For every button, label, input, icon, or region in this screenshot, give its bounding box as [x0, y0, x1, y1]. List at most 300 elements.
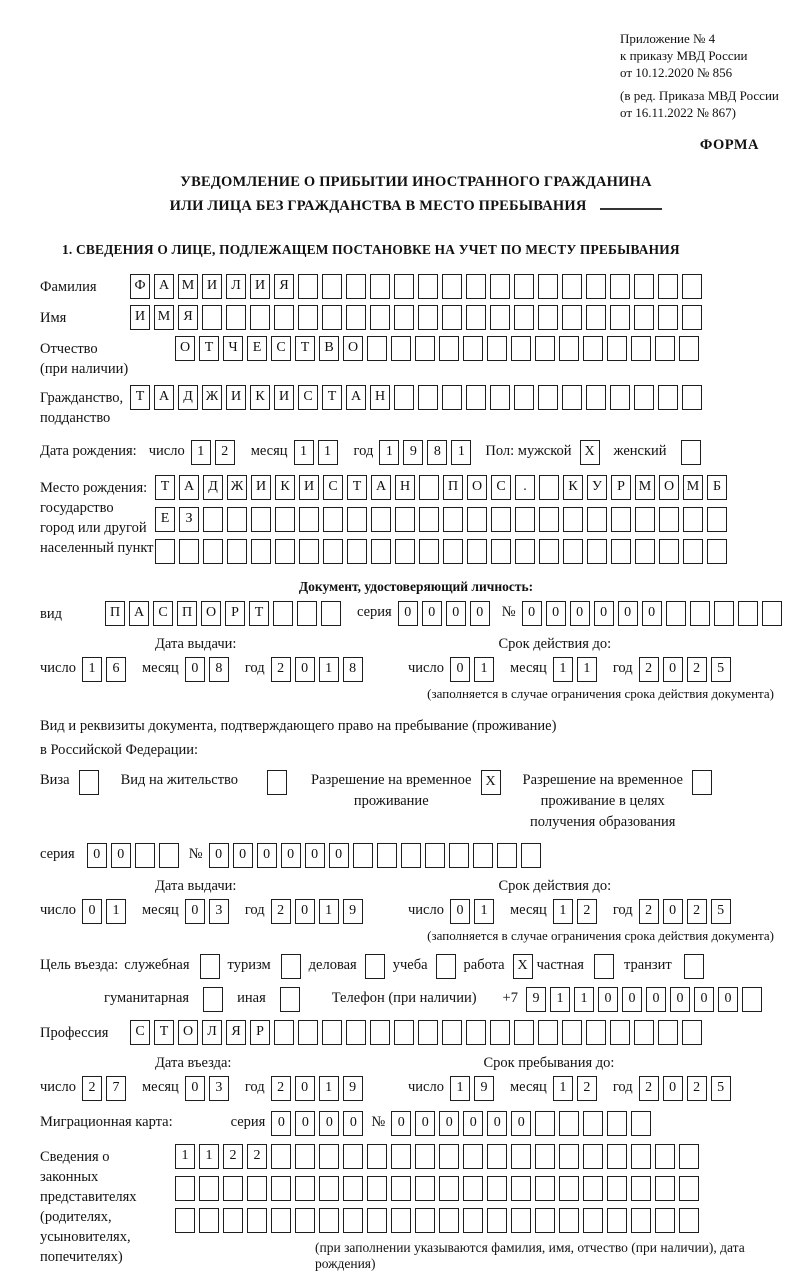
char-box[interactable] — [559, 1176, 579, 1201]
char-box[interactable]: 5 — [711, 899, 731, 924]
char-box[interactable] — [443, 539, 463, 564]
char-box[interactable]: 0 — [439, 1111, 459, 1136]
char-box[interactable]: 9 — [474, 1076, 494, 1101]
char-box[interactable]: 2 — [271, 899, 291, 924]
char-box[interactable]: Д — [203, 475, 223, 500]
char-box[interactable] — [586, 305, 606, 330]
char-box[interactable]: 2 — [271, 1076, 291, 1101]
char-box[interactable] — [323, 507, 343, 532]
char-box[interactable] — [607, 1144, 627, 1169]
char-box[interactable] — [487, 1144, 507, 1169]
char-box[interactable] — [658, 1020, 678, 1045]
char-box[interactable] — [514, 274, 534, 299]
char-box[interactable]: С — [491, 475, 511, 500]
char-box[interactable] — [439, 1144, 459, 1169]
char-box[interactable]: А — [129, 601, 149, 626]
char-box[interactable] — [179, 539, 199, 564]
char-box[interactable] — [655, 336, 675, 361]
char-box[interactable] — [343, 1176, 363, 1201]
char-box[interactable] — [594, 954, 614, 979]
char-box[interactable] — [391, 1144, 411, 1169]
char-box[interactable] — [659, 539, 679, 564]
char-box[interactable] — [274, 1020, 294, 1045]
char-box[interactable] — [203, 539, 223, 564]
char-box[interactable]: 2 — [247, 1144, 267, 1169]
char-box[interactable]: 0 — [646, 987, 666, 1012]
char-box[interactable]: 1 — [474, 899, 494, 924]
char-box[interactable] — [463, 336, 483, 361]
char-box[interactable]: 0 — [295, 899, 315, 924]
char-box[interactable]: 0 — [570, 601, 590, 626]
char-box[interactable] — [346, 305, 366, 330]
char-box[interactable]: П — [443, 475, 463, 500]
char-box[interactable] — [436, 954, 456, 979]
char-box[interactable] — [175, 1176, 195, 1201]
char-box[interactable]: И — [202, 274, 222, 299]
char-box[interactable] — [247, 1208, 267, 1233]
char-box[interactable] — [714, 601, 734, 626]
char-box[interactable] — [323, 539, 343, 564]
char-box[interactable]: М — [178, 274, 198, 299]
char-box[interactable]: 0 — [415, 1111, 435, 1136]
char-box[interactable] — [377, 843, 397, 868]
char-box[interactable] — [298, 305, 318, 330]
char-box[interactable] — [511, 1176, 531, 1201]
char-box[interactable] — [635, 507, 655, 532]
char-box[interactable] — [155, 539, 175, 564]
char-box[interactable] — [298, 1020, 318, 1045]
char-box[interactable] — [415, 1176, 435, 1201]
char-box[interactable]: X — [580, 440, 600, 465]
char-box[interactable]: Т — [154, 1020, 174, 1045]
char-box[interactable]: 1 — [450, 1076, 470, 1101]
char-box[interactable]: 0 — [82, 899, 102, 924]
char-box[interactable] — [679, 1208, 699, 1233]
char-box[interactable]: 9 — [343, 1076, 363, 1101]
char-box[interactable] — [439, 1176, 459, 1201]
char-box[interactable]: 1 — [191, 440, 211, 465]
char-box[interactable]: В — [319, 336, 339, 361]
char-box[interactable]: М — [683, 475, 703, 500]
char-box[interactable] — [274, 305, 294, 330]
char-box[interactable]: X — [513, 954, 533, 979]
char-box[interactable] — [401, 843, 421, 868]
char-box[interactable] — [490, 305, 510, 330]
char-box[interactable]: 1 — [106, 899, 126, 924]
char-box[interactable]: Ж — [227, 475, 247, 500]
char-box[interactable]: С — [153, 601, 173, 626]
char-box[interactable]: С — [130, 1020, 150, 1045]
char-box[interactable] — [562, 274, 582, 299]
char-box[interactable]: 1 — [553, 1076, 573, 1101]
char-box[interactable]: Б — [707, 475, 727, 500]
char-box[interactable]: О — [659, 475, 679, 500]
char-box[interactable]: 0 — [594, 601, 614, 626]
char-box[interactable]: Я — [274, 274, 294, 299]
char-box[interactable] — [583, 1144, 603, 1169]
char-box[interactable]: О — [178, 1020, 198, 1045]
char-box[interactable]: Т — [322, 385, 342, 410]
char-box[interactable] — [607, 1208, 627, 1233]
char-box[interactable] — [586, 274, 606, 299]
char-box[interactable]: Я — [178, 305, 198, 330]
char-box[interactable] — [347, 539, 367, 564]
char-box[interactable] — [199, 1208, 219, 1233]
char-box[interactable]: 0 — [209, 843, 229, 868]
char-box[interactable]: 5 — [711, 1076, 731, 1101]
char-box[interactable]: Р — [225, 601, 245, 626]
char-box[interactable] — [394, 274, 414, 299]
char-box[interactable] — [367, 1144, 387, 1169]
char-box[interactable] — [487, 1208, 507, 1233]
char-box[interactable] — [251, 507, 271, 532]
char-box[interactable]: И — [226, 385, 246, 410]
char-box[interactable]: И — [299, 475, 319, 500]
char-box[interactable] — [515, 539, 535, 564]
char-box[interactable]: 0 — [281, 843, 301, 868]
char-box[interactable]: 0 — [642, 601, 662, 626]
char-box[interactable] — [583, 1208, 603, 1233]
char-box[interactable]: 2 — [687, 899, 707, 924]
char-box[interactable]: 0 — [450, 657, 470, 682]
char-box[interactable]: И — [250, 274, 270, 299]
char-box[interactable] — [490, 1020, 510, 1045]
char-box[interactable]: 0 — [463, 1111, 483, 1136]
char-box[interactable] — [634, 385, 654, 410]
char-box[interactable]: 0 — [718, 987, 738, 1012]
char-box[interactable]: 0 — [398, 601, 418, 626]
char-box[interactable]: 3 — [209, 1076, 229, 1101]
char-box[interactable] — [511, 1144, 531, 1169]
char-box[interactable] — [497, 843, 517, 868]
char-box[interactable]: 0 — [487, 1111, 507, 1136]
char-box[interactable] — [271, 1144, 291, 1169]
char-box[interactable] — [203, 507, 223, 532]
char-box[interactable]: И — [130, 305, 150, 330]
char-box[interactable] — [415, 1208, 435, 1233]
char-box[interactable]: К — [275, 475, 295, 500]
char-box[interactable] — [762, 601, 782, 626]
char-box[interactable] — [449, 843, 469, 868]
char-box[interactable] — [442, 305, 462, 330]
char-box[interactable] — [683, 507, 703, 532]
char-box[interactable] — [487, 336, 507, 361]
char-box[interactable]: А — [154, 385, 174, 410]
char-box[interactable]: 2 — [577, 1076, 597, 1101]
char-box[interactable] — [635, 539, 655, 564]
char-box[interactable]: П — [177, 601, 197, 626]
char-box[interactable] — [347, 507, 367, 532]
char-box[interactable] — [682, 305, 702, 330]
char-box[interactable] — [442, 274, 462, 299]
char-box[interactable]: 1 — [175, 1144, 195, 1169]
char-box[interactable] — [395, 507, 415, 532]
char-box[interactable] — [298, 274, 318, 299]
char-box[interactable] — [473, 843, 493, 868]
char-box[interactable]: 0 — [295, 1076, 315, 1101]
char-box[interactable] — [535, 1176, 555, 1201]
char-box[interactable]: 0 — [670, 987, 690, 1012]
char-box[interactable] — [634, 305, 654, 330]
char-box[interactable] — [559, 336, 579, 361]
char-box[interactable] — [365, 954, 385, 979]
char-box[interactable] — [463, 1208, 483, 1233]
char-box[interactable]: С — [298, 385, 318, 410]
char-box[interactable]: 0 — [618, 601, 638, 626]
char-box[interactable]: 1 — [379, 440, 399, 465]
char-box[interactable]: Р — [611, 475, 631, 500]
char-box[interactable] — [297, 601, 317, 626]
char-box[interactable]: 7 — [106, 1076, 126, 1101]
char-box[interactable] — [322, 1020, 342, 1045]
char-box[interactable]: 0 — [319, 1111, 339, 1136]
char-box[interactable]: А — [371, 475, 391, 500]
char-box[interactable] — [666, 601, 686, 626]
char-box[interactable] — [511, 1208, 531, 1233]
char-box[interactable] — [299, 507, 319, 532]
char-box[interactable]: 1 — [474, 657, 494, 682]
char-box[interactable] — [199, 1176, 219, 1201]
char-box[interactable]: 2 — [639, 657, 659, 682]
char-box[interactable]: Л — [226, 274, 246, 299]
char-box[interactable] — [321, 601, 341, 626]
char-box[interactable] — [658, 274, 678, 299]
char-box[interactable] — [655, 1176, 675, 1201]
char-box[interactable] — [203, 987, 223, 1012]
char-box[interactable] — [295, 1144, 315, 1169]
char-box[interactable] — [439, 336, 459, 361]
char-box[interactable] — [319, 1176, 339, 1201]
char-box[interactable] — [684, 954, 704, 979]
char-box[interactable] — [273, 601, 293, 626]
char-box[interactable]: Т — [199, 336, 219, 361]
char-box[interactable]: Т — [249, 601, 269, 626]
char-box[interactable]: 1 — [553, 657, 573, 682]
char-box[interactable] — [538, 385, 558, 410]
char-box[interactable]: 0 — [111, 843, 131, 868]
char-box[interactable] — [418, 385, 438, 410]
char-box[interactable] — [415, 1144, 435, 1169]
char-box[interactable] — [535, 1208, 555, 1233]
char-box[interactable]: Н — [370, 385, 390, 410]
char-box[interactable] — [634, 1020, 654, 1045]
char-box[interactable] — [135, 843, 155, 868]
char-box[interactable] — [611, 539, 631, 564]
char-box[interactable]: 9 — [403, 440, 423, 465]
char-box[interactable] — [367, 1208, 387, 1233]
char-box[interactable]: 1 — [319, 1076, 339, 1101]
char-box[interactable] — [395, 539, 415, 564]
char-box[interactable] — [271, 1208, 291, 1233]
char-box[interactable] — [631, 1144, 651, 1169]
char-box[interactable]: Т — [295, 336, 315, 361]
char-box[interactable] — [538, 274, 558, 299]
char-box[interactable] — [226, 305, 246, 330]
char-box[interactable] — [511, 336, 531, 361]
char-box[interactable] — [607, 1176, 627, 1201]
char-box[interactable] — [439, 1208, 459, 1233]
char-box[interactable] — [586, 385, 606, 410]
char-box[interactable] — [394, 305, 414, 330]
char-box[interactable] — [227, 507, 247, 532]
char-box[interactable]: 2 — [271, 657, 291, 682]
char-box[interactable] — [271, 1176, 291, 1201]
char-box[interactable] — [370, 1020, 390, 1045]
char-box[interactable] — [682, 274, 702, 299]
char-box[interactable]: Ч — [223, 336, 243, 361]
char-box[interactable]: 2 — [687, 1076, 707, 1101]
char-box[interactable] — [559, 1111, 579, 1136]
char-box[interactable]: 1 — [319, 657, 339, 682]
char-box[interactable] — [371, 539, 391, 564]
char-box[interactable]: 0 — [391, 1111, 411, 1136]
char-box[interactable] — [466, 1020, 486, 1045]
char-box[interactable] — [275, 539, 295, 564]
char-box[interactable] — [738, 601, 758, 626]
char-box[interactable] — [563, 539, 583, 564]
char-box[interactable]: 6 — [106, 657, 126, 682]
char-box[interactable] — [463, 1144, 483, 1169]
char-box[interactable] — [610, 274, 630, 299]
char-box[interactable]: О — [467, 475, 487, 500]
char-box[interactable] — [418, 1020, 438, 1045]
char-box[interactable] — [539, 475, 559, 500]
char-box[interactable] — [742, 987, 762, 1012]
char-box[interactable] — [514, 1020, 534, 1045]
char-box[interactable] — [343, 1208, 363, 1233]
char-box[interactable] — [394, 385, 414, 410]
char-box[interactable] — [370, 305, 390, 330]
title-blank-underline[interactable] — [600, 206, 662, 210]
char-box[interactable]: А — [179, 475, 199, 500]
char-box[interactable]: Е — [155, 507, 175, 532]
char-box[interactable] — [562, 1020, 582, 1045]
char-box[interactable]: 0 — [450, 899, 470, 924]
char-box[interactable] — [679, 336, 699, 361]
char-box[interactable] — [607, 1111, 627, 1136]
char-box[interactable]: М — [635, 475, 655, 500]
char-box[interactable] — [631, 1176, 651, 1201]
char-box[interactable] — [679, 1176, 699, 1201]
char-box[interactable] — [679, 1144, 699, 1169]
char-box[interactable] — [463, 1176, 483, 1201]
char-box[interactable]: 2 — [215, 440, 235, 465]
char-box[interactable] — [659, 507, 679, 532]
char-box[interactable]: 2 — [687, 657, 707, 682]
char-box[interactable] — [175, 1208, 195, 1233]
char-box[interactable]: 1 — [318, 440, 338, 465]
char-box[interactable] — [467, 539, 487, 564]
char-box[interactable] — [391, 1208, 411, 1233]
char-box[interactable] — [343, 1144, 363, 1169]
char-box[interactable]: 0 — [546, 601, 566, 626]
char-box[interactable] — [281, 954, 301, 979]
char-box[interactable]: 0 — [598, 987, 618, 1012]
char-box[interactable] — [559, 1208, 579, 1233]
char-box[interactable] — [295, 1208, 315, 1233]
char-box[interactable] — [370, 274, 390, 299]
char-box[interactable] — [275, 507, 295, 532]
char-box[interactable]: 1 — [577, 657, 597, 682]
char-box[interactable] — [521, 843, 541, 868]
char-box[interactable]: З — [179, 507, 199, 532]
char-box[interactable] — [634, 274, 654, 299]
char-box[interactable] — [247, 1176, 267, 1201]
char-box[interactable] — [690, 601, 710, 626]
char-box[interactable]: 2 — [639, 1076, 659, 1101]
char-box[interactable] — [251, 539, 271, 564]
char-box[interactable] — [267, 770, 287, 795]
char-box[interactable] — [587, 539, 607, 564]
char-box[interactable] — [371, 507, 391, 532]
char-box[interactable]: У — [587, 475, 607, 500]
char-box[interactable]: С — [271, 336, 291, 361]
char-box[interactable] — [631, 336, 651, 361]
char-box[interactable]: 0 — [329, 843, 349, 868]
char-box[interactable] — [559, 1144, 579, 1169]
char-box[interactable]: 0 — [694, 987, 714, 1012]
char-box[interactable]: 2 — [639, 899, 659, 924]
char-box[interactable]: 0 — [185, 1076, 205, 1101]
char-box[interactable] — [514, 385, 534, 410]
char-box[interactable]: 0 — [233, 843, 253, 868]
char-box[interactable] — [346, 1020, 366, 1045]
char-box[interactable]: О — [175, 336, 195, 361]
char-box[interactable] — [682, 1020, 702, 1045]
char-box[interactable] — [419, 539, 439, 564]
char-box[interactable] — [419, 475, 439, 500]
char-box[interactable] — [535, 336, 555, 361]
char-box[interactable] — [443, 507, 463, 532]
char-box[interactable] — [415, 336, 435, 361]
char-box[interactable]: . — [515, 475, 535, 500]
char-box[interactable]: Н — [395, 475, 415, 500]
char-box[interactable] — [487, 1176, 507, 1201]
char-box[interactable]: О — [343, 336, 363, 361]
char-box[interactable] — [425, 843, 445, 868]
char-box[interactable] — [562, 385, 582, 410]
char-box[interactable]: 0 — [622, 987, 642, 1012]
char-box[interactable]: 1 — [574, 987, 594, 1012]
char-box[interactable]: 8 — [427, 440, 447, 465]
char-box[interactable] — [442, 1020, 462, 1045]
char-box[interactable] — [692, 770, 712, 795]
char-box[interactable] — [610, 1020, 630, 1045]
char-box[interactable]: 0 — [663, 899, 683, 924]
char-box[interactable]: К — [250, 385, 270, 410]
char-box[interactable]: 0 — [295, 657, 315, 682]
char-box[interactable] — [466, 305, 486, 330]
char-box[interactable]: 1 — [319, 899, 339, 924]
char-box[interactable] — [467, 507, 487, 532]
char-box[interactable]: 9 — [526, 987, 546, 1012]
char-box[interactable] — [583, 1111, 603, 1136]
char-box[interactable] — [418, 274, 438, 299]
char-box[interactable] — [442, 385, 462, 410]
char-box[interactable] — [367, 336, 387, 361]
char-box[interactable] — [202, 305, 222, 330]
char-box[interactable] — [607, 336, 627, 361]
char-box[interactable] — [515, 507, 535, 532]
char-box[interactable]: Т — [130, 385, 150, 410]
char-box[interactable] — [391, 336, 411, 361]
char-box[interactable]: К — [563, 475, 583, 500]
char-box[interactable]: А — [346, 385, 366, 410]
char-box[interactable]: С — [323, 475, 343, 500]
char-box[interactable]: 0 — [87, 843, 107, 868]
char-box[interactable]: 8 — [209, 657, 229, 682]
char-box[interactable]: 1 — [199, 1144, 219, 1169]
